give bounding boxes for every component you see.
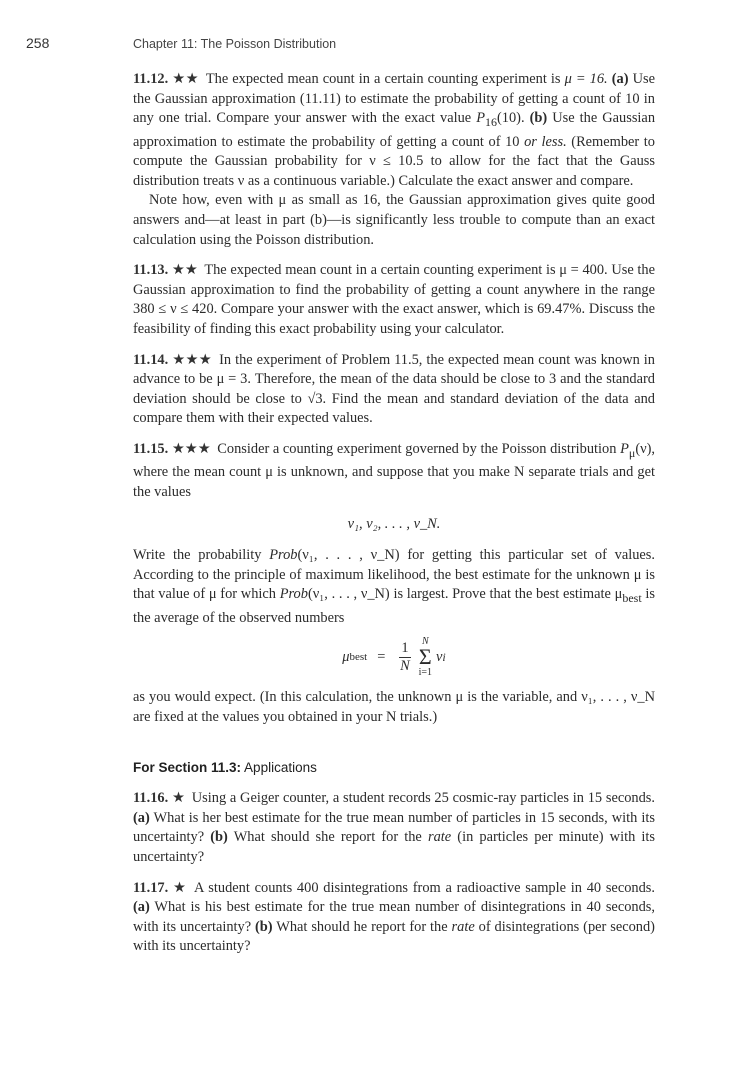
difficulty-stars: ★ [172, 879, 187, 896]
text: is the average of the observed numbers [133, 586, 656, 626]
math-sub: μ [628, 445, 636, 460]
text: The expected mean count in a certain counting experiment is μ = 400. Use the Gaussian approximation to find the probability of getting a count anywhere in the range 380 ≤ ν ≤ 420. Compare your answer with the exact answer, which is 69.47%. Discuss the feasibility of finding this exact probability using your calculator. [133, 262, 655, 337]
math-sub: 16 [485, 115, 497, 130]
difficulty-stars: ★★ [171, 262, 198, 279]
section-prefix: For Section 11.3: [133, 759, 242, 775]
problem-11-15-text-3: as you would expect. (In this calculation, the unknown μ is the variable, and ν₁, . . . , ν_N are fixed at the values you obtained in your N trials.) [133, 689, 655, 726]
eq-denominator: N [400, 657, 410, 674]
math: P [476, 110, 485, 127]
part-label: (a) [611, 71, 629, 87]
page-number: 258 [26, 35, 50, 51]
text: of disintegrations (per second) with its uncertainty? [133, 918, 655, 955]
problem-number: 11.16. [133, 790, 169, 807]
problem-11-12-note: Note how, even with μ as small as 16, the Gaussian approximation gives quite good answers and—at least in part (b)—is significantly less trouble to compute than an exact calculation using the Poisson distribution. [133, 192, 655, 248]
eq-equals: = [377, 648, 386, 665]
math: Prob [279, 586, 308, 603]
part-label: (b) [255, 918, 273, 935]
problem-11-17-text [133, 879, 655, 957]
problem-11-14 [133, 351, 655, 429]
text: Using a Geiger counter, a student records 25 cosmic-ray particles in 15 seconds. [191, 790, 655, 807]
math: Prob [269, 547, 298, 564]
problem-number: 11.13. [133, 262, 169, 279]
math: P [620, 440, 629, 457]
part-label: (a) [133, 899, 150, 916]
eq-term: ν [435, 648, 443, 665]
equation-mu-best [133, 636, 655, 678]
difficulty-stars: ★ [171, 790, 186, 807]
problem-11-13 [133, 261, 655, 339]
text: What is her best estimate for the true mean number of particles in 15 seconds, with its uncertainty? [133, 809, 655, 846]
text: In the experiment of Problem 11.5, the expected mean count was known in advance to be μ = 3. Therefore, the mean of the data should be close to 3 and the standard deviation should be close to √3. Find the mean and standard deviation of the data and compare them with their expected values. [133, 351, 655, 427]
emphasis: rate [427, 829, 452, 846]
problem-11-15 [133, 440, 655, 728]
problem-number: 11.17. [133, 879, 169, 896]
text: What is his best estimate for the true mean number of disintegrations in 40 seconds, with its uncertainty? [133, 899, 655, 935]
eq-lhs-sub: best [349, 650, 368, 663]
eq-sum-upper: N [421, 636, 429, 648]
text: Write the probability [133, 547, 270, 564]
text: (ν), where the mean count μ is unknown, and suppose that you make N separate trials and get the values [133, 440, 656, 501]
text: (Remember to compute the Gaussian probability for ν ≤ 10.5 to allow for the fact that the Gauss distribution treats ν as a continuous variable.) Calculate the exact answer and compare. [133, 133, 655, 189]
text: The expected mean count in a certain counting experiment is [205, 71, 565, 87]
problem-11-17 [133, 879, 655, 957]
math: μ = 16. [564, 71, 608, 87]
part-label: (b) [210, 829, 228, 846]
text: Consider a counting experiment governed by the Poisson distribution [217, 440, 621, 457]
problem-11-16 [133, 789, 655, 867]
problem-11-12 [133, 70, 655, 250]
problem-11-15-text [133, 440, 655, 503]
text: A student counts 400 disintegrations from a radioactive sample in 40 seconds. [193, 879, 655, 896]
equation-values-list: ν₁, ν₂, . . . , ν_N. [347, 515, 441, 532]
text: (ν₁, . . . , ν_N) for getting this particular set of values. According to the principle of maximum likelihood, the best estimate for the unknown μ is that value of μ for which [133, 547, 655, 603]
problem-11-13-text [133, 261, 655, 339]
eq-summation [419, 636, 432, 678]
math-sub: best [622, 591, 642, 606]
difficulty-stars: ★★ [172, 71, 200, 87]
problem-11-14-text [133, 351, 655, 429]
difficulty-stars: ★★★ [171, 440, 211, 457]
part-label: (b) [529, 110, 548, 127]
problem-11-15-text-2 [133, 546, 655, 628]
text: (in particles per minute) with its uncertainty? [133, 829, 655, 866]
problem-number: 11.15. [133, 440, 169, 457]
text: What should she report for the [227, 829, 428, 846]
eq-fraction [399, 640, 410, 675]
section-heading [133, 758, 655, 778]
eq-numerator: 1 [401, 639, 409, 656]
eq-lhs: μ [342, 648, 350, 665]
text: Use the Gaussian approximation (11.11) to estimate the probability of getting a count of 10 in any one trial. Compare your answer with the exact value [133, 71, 655, 127]
section-title: Applications [241, 759, 317, 775]
problem-11-12-text [133, 70, 655, 191]
problem-number: 11.12. [133, 71, 169, 87]
running-head: Chapter 11: The Poisson Distribution [133, 37, 337, 51]
text: (10). [497, 110, 530, 127]
text: Use the Gaussian approximation to estimate the probability of getting a count of 10 [133, 110, 656, 150]
sigma-symbol: Σ [418, 644, 432, 670]
difficulty-stars: ★★★ [172, 351, 213, 368]
eq-term-sub: i [442, 649, 446, 664]
text: What should he report for the [272, 918, 452, 935]
eq-sum-lower: i=1 [418, 667, 432, 679]
problem-11-16-text [133, 789, 655, 867]
part-label: (a) [133, 809, 150, 826]
problem-number: 11.14. [133, 351, 169, 368]
emphasis: or less. [524, 133, 567, 150]
page-body [133, 70, 655, 968]
emphasis: rate [451, 918, 475, 935]
text: (ν₁, . . . , ν_N) is largest. Prove that the best estimate μ [307, 586, 623, 603]
